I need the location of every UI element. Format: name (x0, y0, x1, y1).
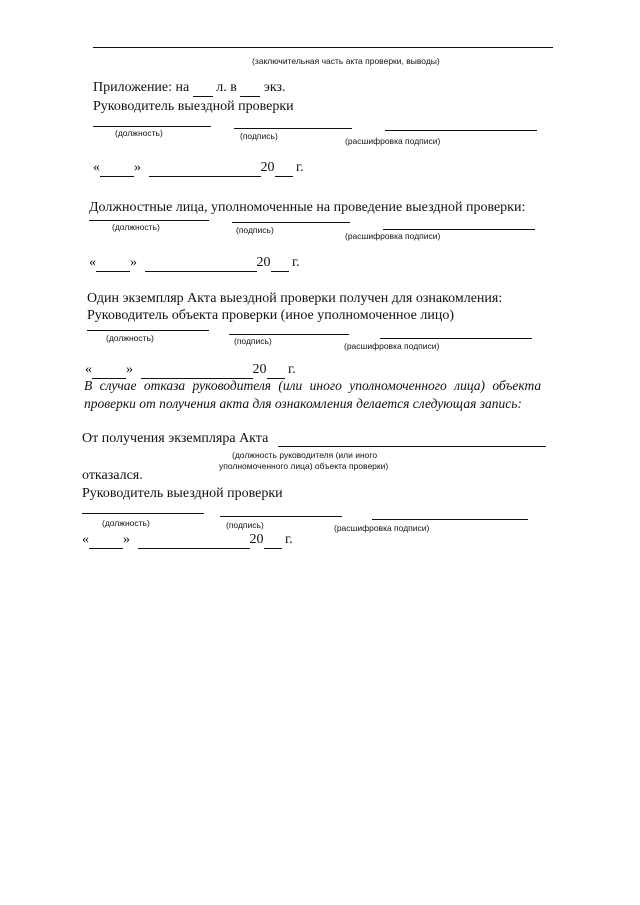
section1-heading: Руководитель выездной проверки (93, 99, 294, 114)
section3-position-caption: (должность) (106, 333, 154, 343)
section2-signature-caption: (подпись) (236, 225, 274, 235)
month-blank (138, 532, 250, 549)
section3-date-line (85, 362, 296, 379)
refusal-position-caption: (должность) (102, 518, 150, 528)
refusal-heading: Руководитель выездной проверки (82, 486, 283, 501)
year-suffix: г. (296, 160, 304, 175)
section3-decoding-caption: (расшифровка подписи) (344, 341, 440, 351)
month-blank (141, 362, 253, 379)
refusal-position-line (82, 513, 204, 514)
date-close-quote: » (134, 160, 141, 175)
refusal-signature-line (220, 516, 342, 517)
section2-signature-line (232, 222, 350, 223)
day-blank (92, 362, 126, 379)
date-open-quote: « (89, 255, 96, 270)
year-suffix: г. (288, 362, 296, 377)
section1-decoding-caption: (расшифровка подписи) (345, 136, 441, 146)
conclusion-line (93, 47, 553, 48)
section2-date-line (89, 255, 300, 272)
refusal-decoding-caption: (расшифровка подписи) (334, 523, 430, 533)
section3-line1: Один экземпляр Акта выездной проверки получен для ознакомления: (87, 291, 503, 306)
year-blank (275, 160, 293, 177)
section1-position-line (93, 126, 211, 127)
section2-heading: Должностные лица, уполномоченные на проведение выездной проверки: (89, 200, 526, 215)
copies-unit: экз. (263, 80, 286, 95)
year-prefix: 20 (252, 362, 267, 377)
date-close-quote: » (123, 532, 130, 547)
date-open-quote: « (93, 160, 100, 175)
section1-date-line (93, 160, 304, 177)
refusal-signature-caption: (подпись) (226, 520, 264, 530)
year-blank (267, 362, 285, 379)
date-close-quote: » (130, 255, 137, 270)
year-prefix: 20 (249, 532, 264, 547)
year-suffix: г. (292, 255, 300, 270)
section2-position-line (89, 220, 209, 221)
refusal-note-line1: В случае отказа руководителя (или иного уполномоченного лица) объекта (84, 378, 542, 393)
refusal-note-line2: проверки от получения акта для ознакомления делается следующая запись: (84, 396, 522, 411)
year-blank (264, 532, 282, 549)
month-blank (145, 255, 257, 272)
refusal-decoding-line (372, 519, 528, 520)
day-blank (89, 532, 123, 549)
date-close-quote: » (126, 362, 133, 377)
section2-position-caption: (должность) (112, 222, 160, 232)
day-blank (96, 255, 130, 272)
section3-decoding-line (380, 338, 532, 339)
section3-line2: Руководитель объекта проверки (иное уполномоченное лицо) (87, 308, 454, 323)
conclusion-caption: (заключительная часть акта проверки, выводы) (252, 56, 440, 66)
year-prefix: 20 (256, 255, 271, 270)
month-blank (149, 160, 261, 177)
section1-position-caption: (должность) (115, 128, 163, 138)
section3-signature-caption: (подпись) (234, 336, 272, 346)
date-open-quote: « (85, 362, 92, 377)
receipt-caption-line1: (должность руководителя (или иного (232, 450, 378, 460)
receipt-label: От получения экземпляра Акта (82, 431, 269, 446)
sheets-blank (193, 80, 213, 97)
section1-signature-line (234, 128, 352, 129)
section3-signature-line (229, 334, 349, 335)
sheets-unit: л. в (216, 80, 237, 95)
section2-decoding-line (383, 229, 535, 230)
attachment-line (93, 80, 286, 97)
refusal-date-line (82, 532, 293, 549)
day-blank (100, 160, 134, 177)
year-prefix: 20 (260, 160, 275, 175)
year-suffix: г. (285, 532, 293, 547)
section1-decoding-line (385, 130, 537, 131)
section2-decoding-caption: (расшифровка подписи) (345, 231, 441, 241)
year-blank (271, 255, 289, 272)
refused-text: отказался. (82, 468, 143, 483)
date-open-quote: « (82, 532, 89, 547)
receipt-caption-line2: уполномоченного лица) объекта проверки) (219, 461, 389, 471)
receipt-line (278, 446, 546, 447)
section3-position-line (87, 330, 209, 331)
attachment-prefix: Приложение: на (93, 80, 190, 95)
copies-blank (240, 80, 260, 97)
section1-signature-caption: (подпись) (240, 131, 278, 141)
